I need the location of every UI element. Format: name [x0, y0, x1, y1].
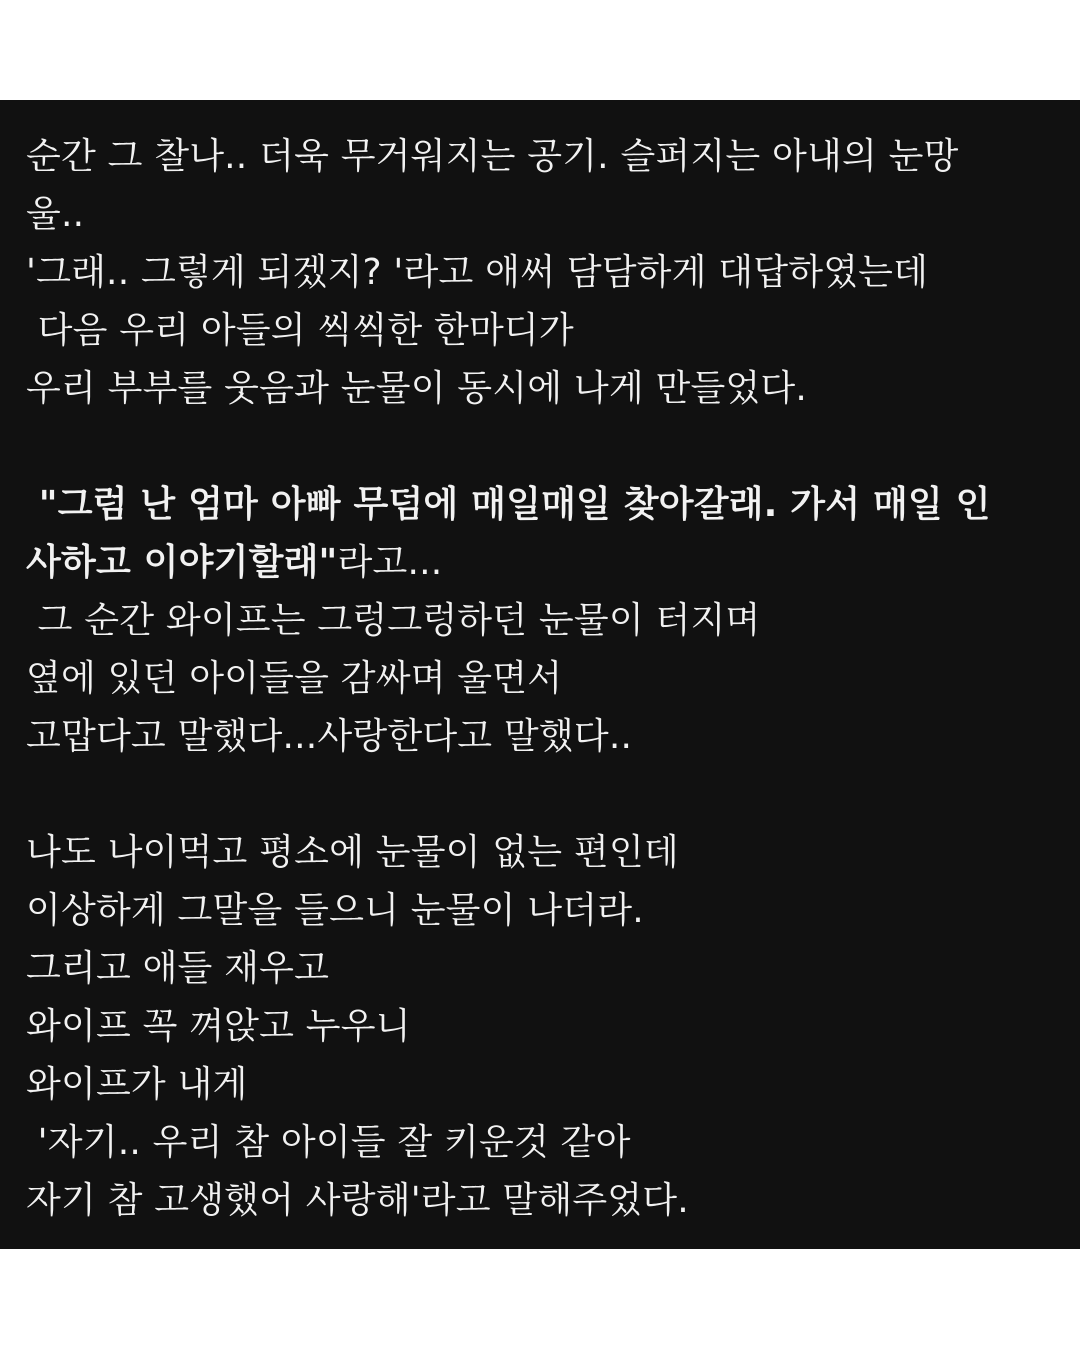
text-line: 그리고 애들 재우고	[26, 948, 330, 989]
text-line: 와이프 꼭 껴앉고 누우니	[26, 1006, 411, 1047]
text-line: 이상하게 그말을 들으니 눈물이 나더라.	[26, 890, 644, 931]
text-line: 자기 참 고생했어 사랑해'라고 말해주었다.	[26, 1180, 689, 1221]
text-line: '그래.. 그렇게 되겠지? '라고 애써 담담하게 대답하였는데	[26, 252, 929, 293]
text-line: 옆에 있던 아이들을 감싸며 울면서	[26, 658, 563, 699]
post-text	[26, 128, 1066, 1230]
text-line-quote-continued	[26, 534, 1066, 592]
text-line: 그 순간 와이프는 그렁그렁하던 눈물이 터지며	[26, 600, 761, 641]
text-line: 고맙다고 말했다...사랑한다고 말했다..	[26, 716, 633, 757]
text-line-quote: "그럼 난 엄마 아빠 무덤에 매일매일 찾아갈래. 가서 매일 인	[26, 484, 991, 525]
text-line: 와이프가 내게	[26, 1064, 248, 1105]
text-segment: 라고...	[337, 542, 443, 583]
blank-line	[26, 418, 1066, 476]
text-line: '자기.. 우리 참 아이들 잘 키운것 같아	[26, 1122, 631, 1163]
text-line: 다음 우리 아들의 씩씩한 한마디가	[26, 310, 574, 351]
text-line: 울..	[26, 194, 85, 235]
text-line: 순간 그 찰나.. 더욱 무거워지는 공기. 슬퍼지는 아내의 눈망	[26, 136, 959, 177]
text-line: 나도 나이먹고 평소에 눈물이 없는 편인데	[26, 832, 679, 873]
text-segment-bold: 사하고 이야기할래"	[26, 542, 338, 583]
blank-line	[26, 766, 1066, 824]
text-line: 우리 부부를 웃음과 눈물이 동시에 나게 만들었다.	[26, 368, 808, 409]
